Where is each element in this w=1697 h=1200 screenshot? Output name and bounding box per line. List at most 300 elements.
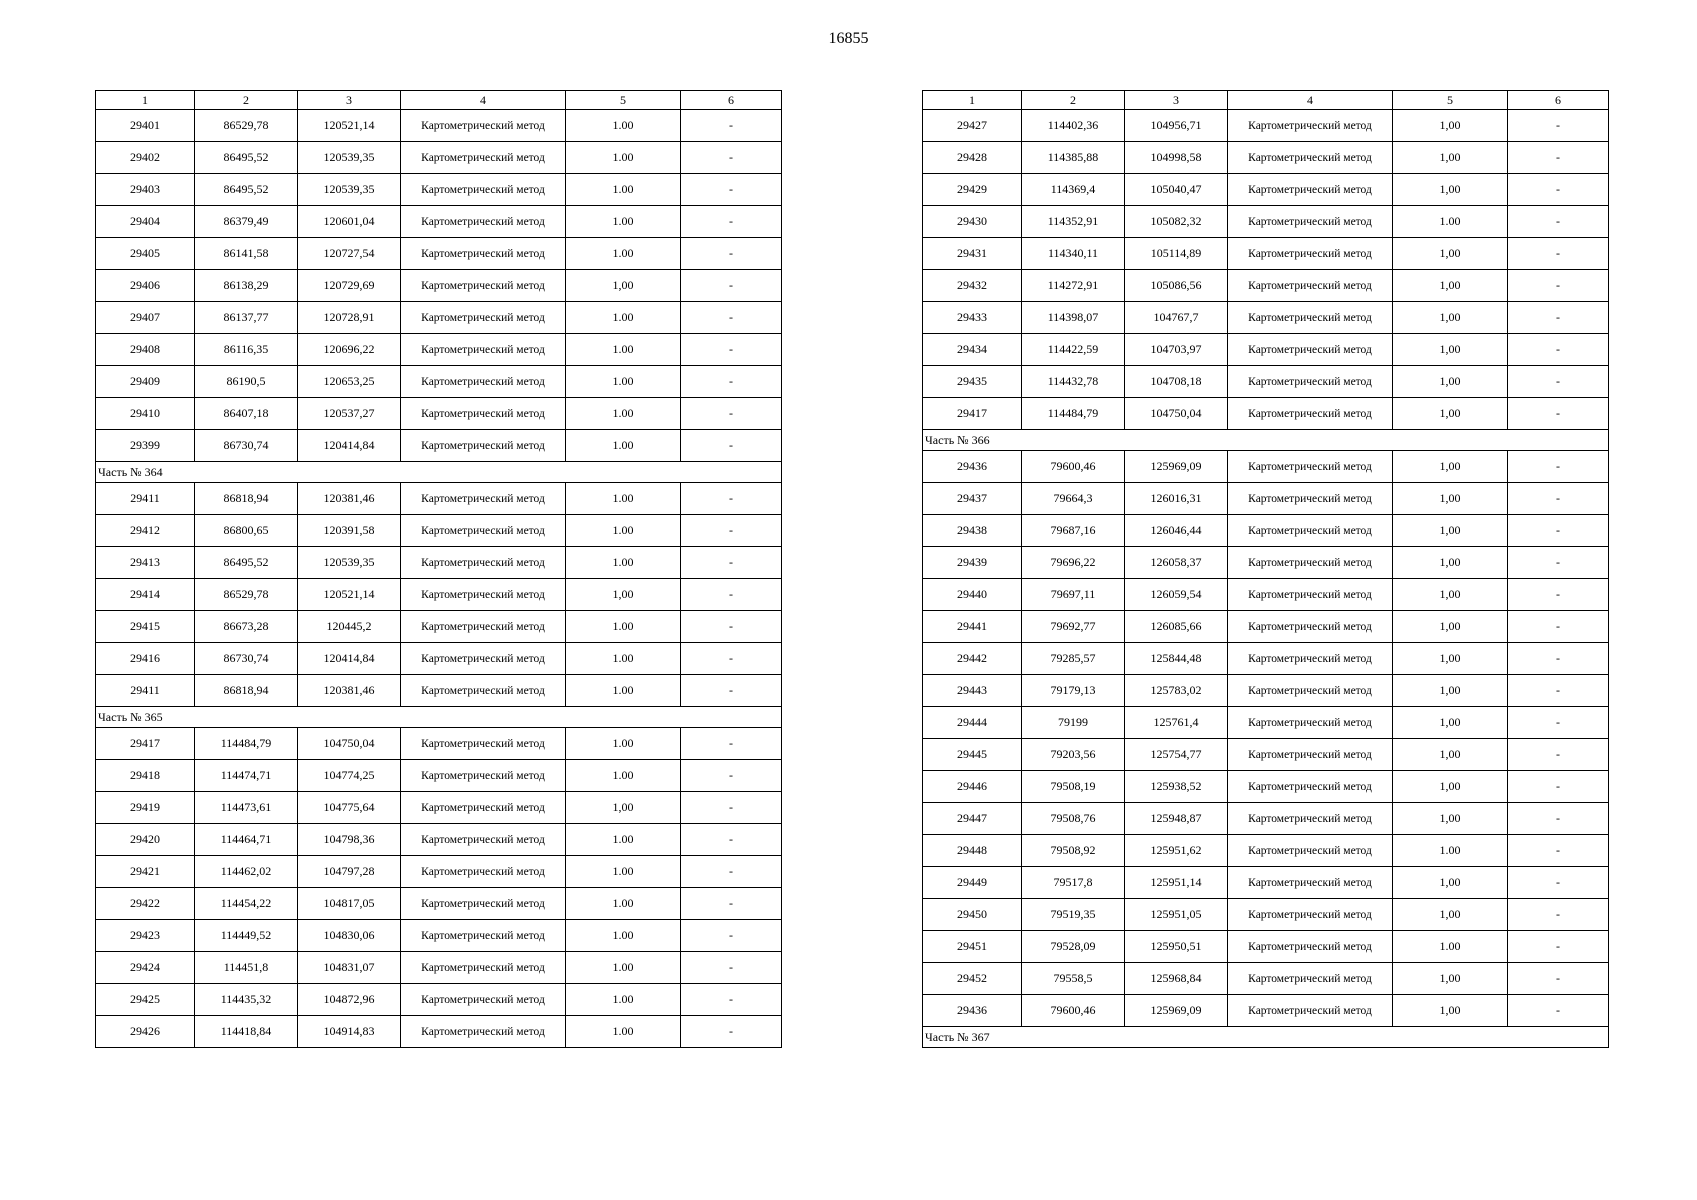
column-header: 2 (195, 91, 298, 110)
description-cell: - (1508, 867, 1609, 899)
method-cell: Картометрический метод (1228, 963, 1393, 995)
accuracy-cell: 1,00 (1393, 675, 1508, 707)
method-cell: Картометрический метод (401, 238, 566, 270)
description-cell: - (1508, 451, 1609, 483)
y-coordinate-cell: 120381,46 (298, 483, 401, 515)
description-cell: - (681, 366, 782, 398)
point-number-cell: 29452 (923, 963, 1022, 995)
method-cell: Картометрический метод (401, 547, 566, 579)
method-cell: Картометрический метод (401, 952, 566, 984)
y-coordinate-cell: 104998,58 (1125, 142, 1228, 174)
y-coordinate-cell: 104872,96 (298, 984, 401, 1016)
x-coordinate-cell: 114484,79 (195, 728, 298, 760)
x-coordinate-cell: 86529,78 (195, 579, 298, 611)
column-header: 1 (923, 91, 1022, 110)
description-cell: - (1508, 366, 1609, 398)
accuracy-cell: 1,00 (1393, 739, 1508, 771)
accuracy-cell: 1.00 (566, 515, 681, 547)
accuracy-cell: 1,00 (1393, 366, 1508, 398)
y-coordinate-cell: 126059,54 (1125, 579, 1228, 611)
point-number-cell: 29406 (96, 270, 195, 302)
column-header: 6 (681, 91, 782, 110)
x-coordinate-cell: 86190,5 (195, 366, 298, 398)
point-number-cell: 29401 (96, 110, 195, 142)
table-row (96, 238, 782, 270)
accuracy-cell: 1,00 (566, 270, 681, 302)
x-coordinate-cell: 114418,84 (195, 1016, 298, 1048)
point-number-cell: 29418 (96, 760, 195, 792)
description-cell: - (1508, 302, 1609, 334)
y-coordinate-cell: 120381,46 (298, 675, 401, 707)
point-number-cell: 29440 (923, 579, 1022, 611)
point-number-cell: 29403 (96, 174, 195, 206)
point-number-cell: 29446 (923, 771, 1022, 803)
description-cell: - (681, 547, 782, 579)
x-coordinate-cell: 86116,35 (195, 334, 298, 366)
y-coordinate-cell: 125969,09 (1125, 995, 1228, 1027)
table-row (923, 771, 1609, 803)
method-cell: Картометрический метод (401, 366, 566, 398)
table-row (96, 430, 782, 462)
accuracy-cell: 1,00 (1393, 451, 1508, 483)
x-coordinate-cell: 79285,57 (1022, 643, 1125, 675)
y-coordinate-cell: 125783,02 (1125, 675, 1228, 707)
coordinates-table-left (95, 90, 782, 1048)
table-row (923, 995, 1609, 1027)
column-header: 6 (1508, 91, 1609, 110)
table-row (923, 707, 1609, 739)
description-cell: - (1508, 579, 1609, 611)
point-number-cell: 29419 (96, 792, 195, 824)
description-cell: - (1508, 547, 1609, 579)
point-number-cell: 29432 (923, 270, 1022, 302)
y-coordinate-cell: 125951,14 (1125, 867, 1228, 899)
accuracy-cell: 1,00 (1393, 899, 1508, 931)
description-cell: - (1508, 739, 1609, 771)
method-cell: Картометрический метод (1228, 707, 1393, 739)
point-number-cell: 29434 (923, 334, 1022, 366)
table-row (96, 515, 782, 547)
description-cell: - (1508, 142, 1609, 174)
method-cell: Картометрический метод (1228, 739, 1393, 771)
table-row (96, 920, 782, 952)
point-number-cell: 29430 (923, 206, 1022, 238)
x-coordinate-cell: 114340,11 (1022, 238, 1125, 270)
table-row (923, 963, 1609, 995)
accuracy-cell: 1.00 (566, 952, 681, 984)
table-row (96, 792, 782, 824)
section-row (96, 462, 782, 483)
table-row (923, 398, 1609, 430)
point-number-cell: 29405 (96, 238, 195, 270)
method-cell: Картометрический метод (401, 856, 566, 888)
accuracy-cell: 1.00 (566, 856, 681, 888)
table-row (96, 611, 782, 643)
description-cell: - (681, 643, 782, 675)
x-coordinate-cell: 79600,46 (1022, 995, 1125, 1027)
description-cell: - (681, 270, 782, 302)
method-cell: Картометрический метод (401, 302, 566, 334)
point-number-cell: 29408 (96, 334, 195, 366)
method-cell: Картометрический метод (401, 110, 566, 142)
point-number-cell: 29425 (96, 984, 195, 1016)
x-coordinate-cell: 79528,09 (1022, 931, 1125, 963)
point-number-cell: 29439 (923, 547, 1022, 579)
accuracy-cell: 1,00 (1393, 707, 1508, 739)
x-coordinate-cell: 86730,74 (195, 643, 298, 675)
table-row (96, 760, 782, 792)
table-row (923, 174, 1609, 206)
accuracy-cell: 1,00 (1393, 515, 1508, 547)
section-label: Часть № 364 (96, 462, 782, 483)
point-number-cell: 29416 (96, 643, 195, 675)
table-row (96, 398, 782, 430)
method-cell: Картометрический метод (401, 643, 566, 675)
x-coordinate-cell: 114449,52 (195, 920, 298, 952)
x-coordinate-cell: 86673,28 (195, 611, 298, 643)
point-number-cell: 29407 (96, 302, 195, 334)
point-number-cell: 29451 (923, 931, 1022, 963)
point-number-cell: 29427 (923, 110, 1022, 142)
method-cell: Картометрический метод (401, 430, 566, 462)
table-row (923, 547, 1609, 579)
x-coordinate-cell: 86529,78 (195, 110, 298, 142)
table-row (923, 451, 1609, 483)
accuracy-cell: 1,00 (1393, 867, 1508, 899)
description-cell: - (681, 984, 782, 1016)
column-header: 2 (1022, 91, 1125, 110)
column-header: 5 (566, 91, 681, 110)
x-coordinate-cell: 79508,92 (1022, 835, 1125, 867)
table-row (923, 366, 1609, 398)
description-cell: - (681, 856, 782, 888)
accuracy-cell: 1.00 (566, 483, 681, 515)
description-cell: - (681, 675, 782, 707)
method-cell: Картометрический метод (401, 611, 566, 643)
y-coordinate-cell: 125950,51 (1125, 931, 1228, 963)
table-row (923, 579, 1609, 611)
description-cell: - (681, 920, 782, 952)
coordinates-table-right (922, 90, 1609, 1048)
method-cell: Картометрический метод (401, 398, 566, 430)
accuracy-cell: 1,00 (1393, 995, 1508, 1027)
table-header-row (96, 91, 782, 110)
x-coordinate-cell: 86407,18 (195, 398, 298, 430)
method-cell: Картометрический метод (401, 824, 566, 856)
method-cell: Картометрический метод (1228, 110, 1393, 142)
x-coordinate-cell: 86495,52 (195, 174, 298, 206)
y-coordinate-cell: 125969,09 (1125, 451, 1228, 483)
point-number-cell: 29426 (96, 1016, 195, 1048)
description-cell: - (1508, 771, 1609, 803)
point-number-cell: 29417 (923, 398, 1022, 430)
description-cell: - (1508, 398, 1609, 430)
y-coordinate-cell: 120727,54 (298, 238, 401, 270)
y-coordinate-cell: 125938,52 (1125, 771, 1228, 803)
table-row (923, 334, 1609, 366)
table-row (96, 302, 782, 334)
point-number-cell: 29422 (96, 888, 195, 920)
method-cell: Картометрический метод (1228, 270, 1393, 302)
table-row (96, 984, 782, 1016)
description-cell: - (681, 888, 782, 920)
table-row (923, 675, 1609, 707)
accuracy-cell: 1,00 (1393, 483, 1508, 515)
accuracy-cell: 1.00 (1393, 206, 1508, 238)
accuracy-cell: 1,00 (1393, 803, 1508, 835)
y-coordinate-cell: 105086,56 (1125, 270, 1228, 302)
point-number-cell: 29447 (923, 803, 1022, 835)
method-cell: Картометрический метод (401, 888, 566, 920)
column-header: 1 (96, 91, 195, 110)
x-coordinate-cell: 79664,3 (1022, 483, 1125, 515)
point-number-cell: 29445 (923, 739, 1022, 771)
table-row (96, 856, 782, 888)
y-coordinate-cell: 104767,7 (1125, 302, 1228, 334)
table-row (96, 824, 782, 856)
y-coordinate-cell: 120521,14 (298, 579, 401, 611)
point-number-cell: 29449 (923, 867, 1022, 899)
table-row (923, 611, 1609, 643)
accuracy-cell: 1.00 (566, 110, 681, 142)
description-cell: - (1508, 803, 1609, 835)
y-coordinate-cell: 104798,36 (298, 824, 401, 856)
point-number-cell: 29436 (923, 995, 1022, 1027)
description-cell: - (681, 142, 782, 174)
method-cell: Картометрический метод (1228, 515, 1393, 547)
x-coordinate-cell: 79687,16 (1022, 515, 1125, 547)
point-number-cell: 29436 (923, 451, 1022, 483)
y-coordinate-cell: 120414,84 (298, 430, 401, 462)
accuracy-cell: 1.00 (566, 675, 681, 707)
description-cell: - (681, 579, 782, 611)
method-cell: Картометрический метод (1228, 931, 1393, 963)
section-row (923, 430, 1609, 451)
method-cell: Картометрический метод (401, 920, 566, 952)
table-row (96, 110, 782, 142)
table-row (923, 515, 1609, 547)
point-number-cell: 29421 (96, 856, 195, 888)
y-coordinate-cell: 104830,06 (298, 920, 401, 952)
table-row (96, 366, 782, 398)
x-coordinate-cell: 86800,65 (195, 515, 298, 547)
accuracy-cell: 1,00 (1393, 643, 1508, 675)
method-cell: Картометрический метод (1228, 995, 1393, 1027)
point-number-cell: 29420 (96, 824, 195, 856)
y-coordinate-cell: 125844,48 (1125, 643, 1228, 675)
description-cell: - (681, 728, 782, 760)
section-label: Часть № 367 (923, 1027, 1609, 1048)
table-row (923, 483, 1609, 515)
table-row (96, 728, 782, 760)
method-cell: Картометрический метод (1228, 579, 1393, 611)
description-cell: - (681, 611, 782, 643)
description-cell: - (1508, 515, 1609, 547)
y-coordinate-cell: 120539,35 (298, 174, 401, 206)
page-number: 16855 (828, 30, 869, 47)
accuracy-cell: 1,00 (1393, 270, 1508, 302)
description-cell: - (1508, 675, 1609, 707)
table-row (923, 899, 1609, 931)
point-number-cell: 29417 (96, 728, 195, 760)
accuracy-cell: 1,00 (1393, 771, 1508, 803)
description-cell: - (1508, 238, 1609, 270)
y-coordinate-cell: 120653,25 (298, 366, 401, 398)
x-coordinate-cell: 114352,91 (1022, 206, 1125, 238)
table-row (96, 952, 782, 984)
x-coordinate-cell: 114402,36 (1022, 110, 1125, 142)
x-coordinate-cell: 86495,52 (195, 547, 298, 579)
x-coordinate-cell: 79696,22 (1022, 547, 1125, 579)
method-cell: Картометрический метод (1228, 643, 1393, 675)
x-coordinate-cell: 114451,8 (195, 952, 298, 984)
point-number-cell: 29437 (923, 483, 1022, 515)
y-coordinate-cell: 125754,77 (1125, 739, 1228, 771)
description-cell: - (681, 206, 782, 238)
accuracy-cell: 1,00 (1393, 611, 1508, 643)
y-coordinate-cell: 125761,4 (1125, 707, 1228, 739)
point-number-cell: 29435 (923, 366, 1022, 398)
method-cell: Картометрический метод (401, 760, 566, 792)
method-cell: Картометрический метод (401, 984, 566, 1016)
accuracy-cell: 1.00 (566, 238, 681, 270)
accuracy-cell: 1.00 (566, 174, 681, 206)
x-coordinate-cell: 114474,71 (195, 760, 298, 792)
y-coordinate-cell: 104775,64 (298, 792, 401, 824)
point-number-cell: 29431 (923, 238, 1022, 270)
method-cell: Картометрический метод (401, 515, 566, 547)
accuracy-cell: 1.00 (1393, 931, 1508, 963)
y-coordinate-cell: 104703,97 (1125, 334, 1228, 366)
description-cell: - (1508, 963, 1609, 995)
description-cell: - (1508, 707, 1609, 739)
table-row (96, 334, 782, 366)
accuracy-cell: 1,00 (1393, 579, 1508, 611)
accuracy-cell: 1,00 (566, 792, 681, 824)
y-coordinate-cell: 120539,35 (298, 142, 401, 174)
x-coordinate-cell: 79179,13 (1022, 675, 1125, 707)
method-cell: Картометрический метод (1228, 867, 1393, 899)
accuracy-cell: 1.00 (566, 206, 681, 238)
x-coordinate-cell: 114369,4 (1022, 174, 1125, 206)
accuracy-cell: 1,00 (1393, 110, 1508, 142)
accuracy-cell: 1.00 (566, 643, 681, 675)
y-coordinate-cell: 120696,22 (298, 334, 401, 366)
description-cell: - (1508, 110, 1609, 142)
accuracy-cell: 1,00 (1393, 302, 1508, 334)
point-number-cell: 29441 (923, 611, 1022, 643)
y-coordinate-cell: 120539,35 (298, 547, 401, 579)
x-coordinate-cell: 79519,35 (1022, 899, 1125, 931)
table-row (923, 739, 1609, 771)
description-cell: - (681, 792, 782, 824)
x-coordinate-cell: 79508,76 (1022, 803, 1125, 835)
point-number-cell: 29404 (96, 206, 195, 238)
section-row (923, 1027, 1609, 1048)
method-cell: Картометрический метод (401, 792, 566, 824)
method-cell: Картометрический метод (401, 334, 566, 366)
x-coordinate-cell: 114464,71 (195, 824, 298, 856)
accuracy-cell: 1.00 (566, 611, 681, 643)
description-cell: - (1508, 206, 1609, 238)
description-cell: - (1508, 995, 1609, 1027)
method-cell: Картометрический метод (1228, 398, 1393, 430)
x-coordinate-cell: 114473,61 (195, 792, 298, 824)
description-cell: - (681, 1016, 782, 1048)
x-coordinate-cell: 114462,02 (195, 856, 298, 888)
x-coordinate-cell: 114454,22 (195, 888, 298, 920)
accuracy-cell: 1,00 (566, 579, 681, 611)
point-number-cell: 29411 (96, 483, 195, 515)
point-number-cell: 29409 (96, 366, 195, 398)
accuracy-cell: 1.00 (566, 302, 681, 334)
method-cell: Картометрический метод (1228, 142, 1393, 174)
accuracy-cell: 1.00 (566, 824, 681, 856)
x-coordinate-cell: 114435,32 (195, 984, 298, 1016)
y-coordinate-cell: 104831,07 (298, 952, 401, 984)
y-coordinate-cell: 120391,58 (298, 515, 401, 547)
y-coordinate-cell: 104750,04 (1125, 398, 1228, 430)
x-coordinate-cell: 86137,77 (195, 302, 298, 334)
table-row (923, 867, 1609, 899)
method-cell: Картометрический метод (1228, 771, 1393, 803)
method-cell: Картометрический метод (401, 579, 566, 611)
x-coordinate-cell: 114432,78 (1022, 366, 1125, 398)
method-cell: Картометрический метод (401, 675, 566, 707)
accuracy-cell: 1.00 (566, 760, 681, 792)
y-coordinate-cell: 105114,89 (1125, 238, 1228, 270)
y-coordinate-cell: 125948,87 (1125, 803, 1228, 835)
method-cell: Картометрический метод (1228, 451, 1393, 483)
description-cell: - (681, 824, 782, 856)
table-row (96, 174, 782, 206)
method-cell: Картометрический метод (1228, 366, 1393, 398)
table-body-right (923, 110, 1609, 1048)
x-coordinate-cell: 79692,77 (1022, 611, 1125, 643)
table-row (923, 931, 1609, 963)
description-cell: - (1508, 643, 1609, 675)
accuracy-cell: 1.00 (1393, 835, 1508, 867)
method-cell: Картометрический метод (1228, 675, 1393, 707)
method-cell: Картометрический метод (401, 174, 566, 206)
table-body-left (96, 110, 782, 1048)
accuracy-cell: 1,00 (1393, 142, 1508, 174)
description-cell: - (681, 334, 782, 366)
x-coordinate-cell: 86818,94 (195, 483, 298, 515)
point-number-cell: 29410 (96, 398, 195, 430)
table-row (923, 206, 1609, 238)
description-cell: - (681, 430, 782, 462)
y-coordinate-cell: 126046,44 (1125, 515, 1228, 547)
point-number-cell: 29399 (96, 430, 195, 462)
y-coordinate-cell: 120414,84 (298, 643, 401, 675)
method-cell: Картометрический метод (1228, 611, 1393, 643)
table-row (96, 483, 782, 515)
y-coordinate-cell: 125968,84 (1125, 963, 1228, 995)
table-row (96, 1016, 782, 1048)
description-cell: - (681, 952, 782, 984)
table-row (923, 302, 1609, 334)
accuracy-cell: 1,00 (1393, 547, 1508, 579)
y-coordinate-cell: 126085,66 (1125, 611, 1228, 643)
column-header: 3 (1125, 91, 1228, 110)
table-row (96, 270, 782, 302)
point-number-cell: 29448 (923, 835, 1022, 867)
description-cell: - (1508, 174, 1609, 206)
description-cell: - (681, 302, 782, 334)
accuracy-cell: 1.00 (566, 334, 681, 366)
description-cell: - (1508, 270, 1609, 302)
